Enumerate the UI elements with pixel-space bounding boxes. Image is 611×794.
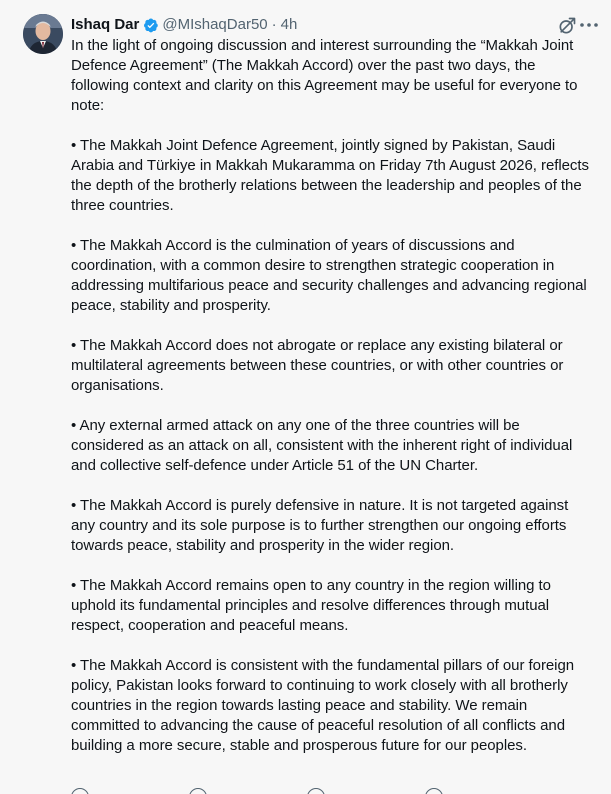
tweet-header	[71, 14, 591, 36]
tweet-paragraph-bullet-7: • The Makkah Accord is consistent with the fundamental pillars of our foreign policy, Pakistan looks forward to continuing to work closely with all brotherly countries in the region towards lasting peace and stability. We remain committed to advancing the cause of peaceful resolution of all conflicts and building a more secure, stable and prosperous future for our peoples.	[71, 657, 575, 754]
repost-icon[interactable]	[189, 788, 207, 794]
avatar-image	[23, 14, 63, 54]
verified-badge-icon[interactable]	[142, 17, 159, 34]
more-icon[interactable]	[579, 22, 599, 28]
grok-icon[interactable]	[557, 16, 577, 36]
tweet-text	[71, 36, 591, 756]
tweet-paragraph-bullet-5: • The Makkah Accord is purely defensive in nature. It is not targeted against any country and its sole purpose is to further strengthen our ongoing efforts towards peace, stability and prosperity in the wider region.	[71, 497, 569, 554]
display-name[interactable]: Ishaq Dar	[71, 16, 140, 33]
separator-dot: ·	[271, 16, 277, 33]
timestamp[interactable]: 4h	[280, 16, 298, 33]
reply-icon[interactable]	[71, 788, 89, 794]
tweet-actions	[71, 788, 443, 794]
tweet-paragraph-bullet-3: • The Makkah Accord does not abrogate or replace any existing bilateral or multilateral agreements between these countries, or with other countries or organisations.	[71, 337, 564, 394]
tweet-paragraph-intro: In the light of ongoing discussion and interest surrounding the “Makkah Joint Defence Agreement” (The Makkah Accord) over the past two days, the following context and clarity on this Agreement may be useful for everyone to note:	[71, 37, 578, 114]
tweet-paragraph-bullet-1: • The Makkah Joint Defence Agreement, jointly signed by Pakistan, Saudi Arabia and Türkiye in Makkah Mukaramma on Friday 7th August 2026, reflects the depth of the brotherly relations between the leadership and peoples of the three countries.	[71, 137, 589, 214]
handle[interactable]: @MIshaqDar50	[162, 16, 268, 33]
tweet-paragraph-bullet-6: • The Makkah Accord remains open to any country in the region willing to uphold its fundamental principles and resolve differences through mutual respect, cooperation and peaceful means.	[71, 577, 551, 634]
tweet-paragraph-bullet-4: • Any external armed attack on any one of the three countries will be considered as an attack on all, consistent with the inherent right of individual and collective self-defence under Article 51 of the UN Charter.	[71, 417, 573, 474]
tweet-content	[71, 14, 591, 756]
views-icon[interactable]	[425, 788, 443, 794]
tweet-paragraph-bullet-2: • The Makkah Accord is the culmination of years of discussions and coordination, with a common desire to strengthen strategic cooperation in addressing multifarious peace and security challenges and advancing regional peace, stability and prosperity.	[71, 237, 587, 314]
like-icon[interactable]	[307, 788, 325, 794]
avatar[interactable]	[23, 14, 63, 54]
